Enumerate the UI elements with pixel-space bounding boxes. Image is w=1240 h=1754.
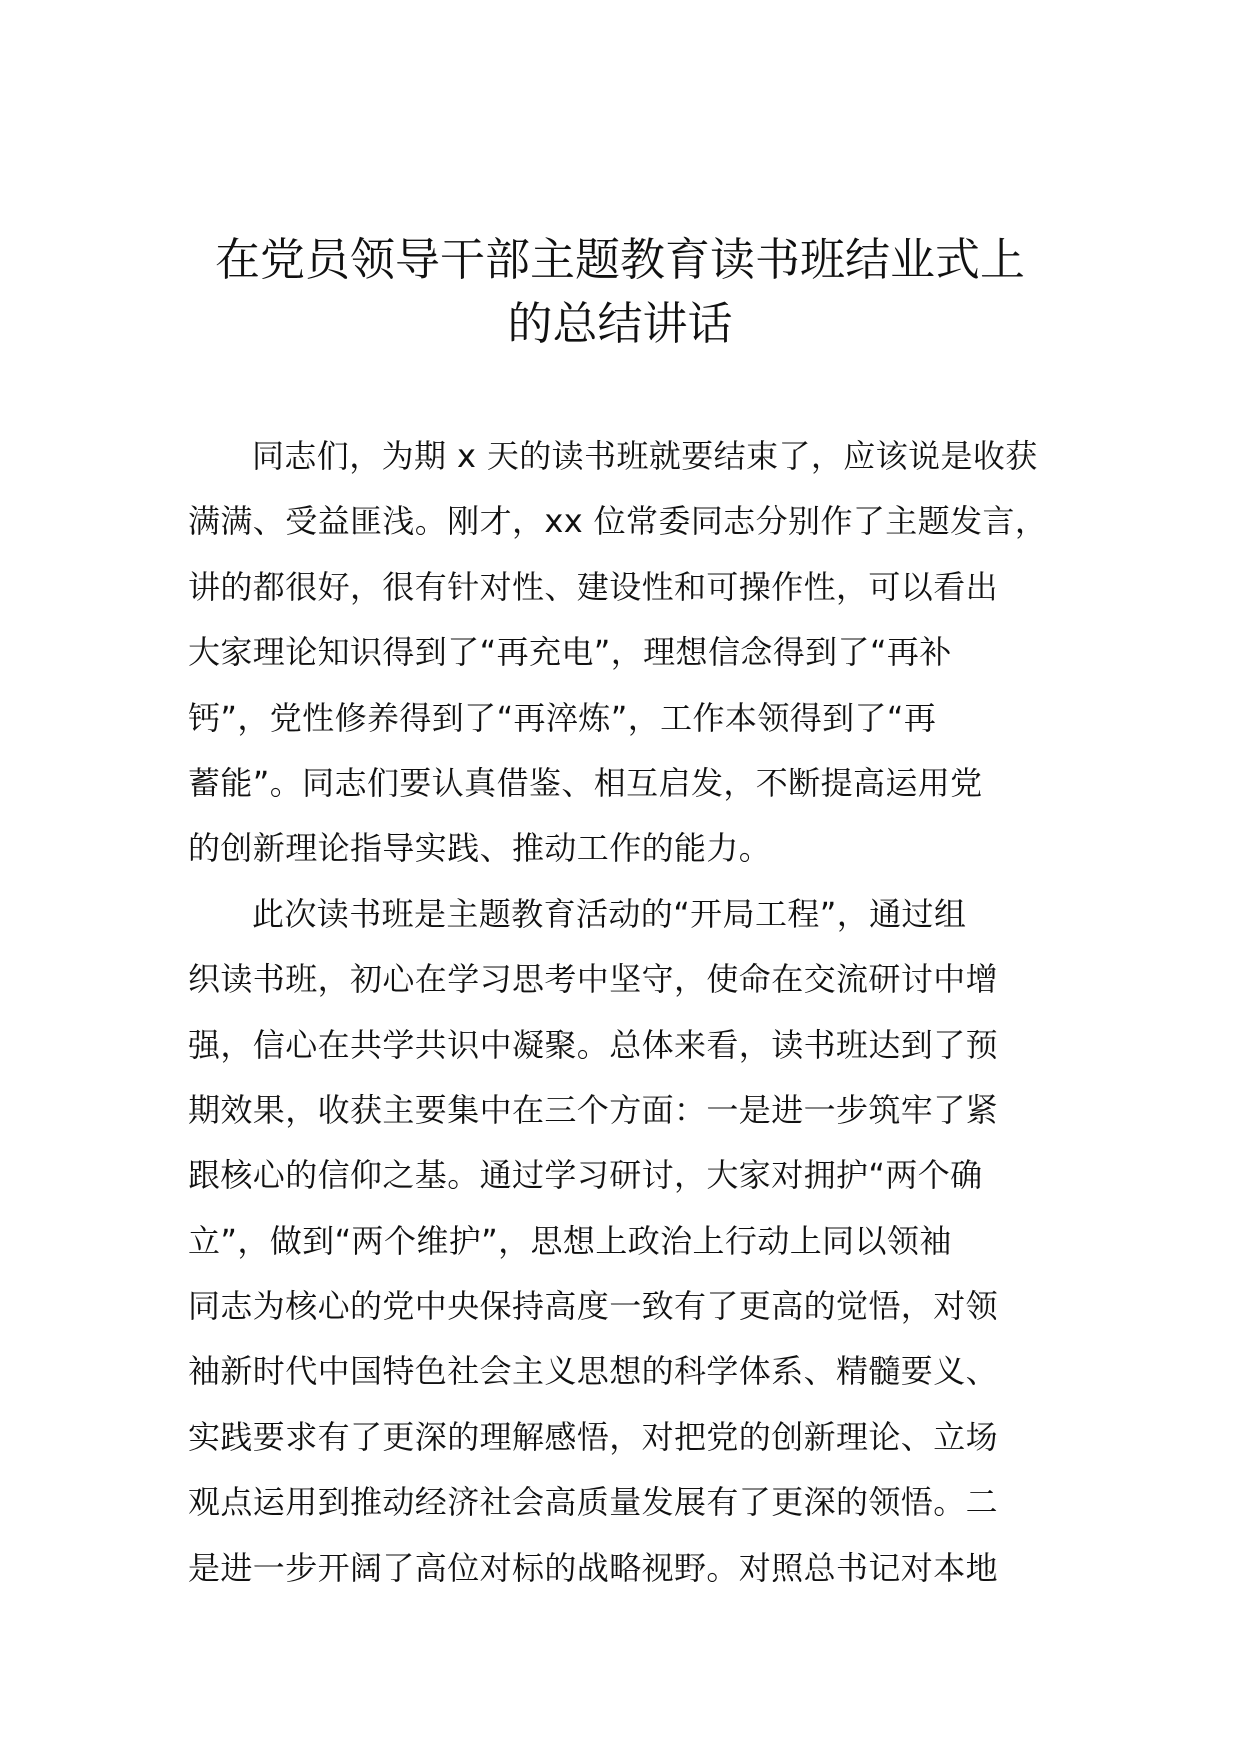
paragraph-line: 强，信心在共学共识中凝聚。总体来看，读书班达到了预 bbox=[188, 1025, 999, 1064]
paragraph-line: 立”，做到“两个维护”，思想上政治上行动上同以领袖 bbox=[188, 1221, 952, 1260]
paragraph-line: 钙”，党性修养得到了“再淬炼”，工作本领得到了“再 bbox=[188, 698, 937, 737]
document-title bbox=[150, 228, 1090, 356]
paragraph-line: 跟核心的信仰之基。通过学习研讨，大家对拥护“两个确 bbox=[188, 1156, 983, 1195]
paragraph-line: 实践要求有了更深的理解感悟，对把党的创新理论、立场 bbox=[188, 1417, 999, 1456]
paragraph-line: 同志们，为期 x 天的读书班就要结束了，应该说是收获 bbox=[252, 437, 1038, 475]
paragraph-line: 织读书班，初心在学习思考中坚守，使命在交流研讨中增 bbox=[188, 960, 999, 999]
title-line: 在党员领导干部主题教育读书班结业式上 bbox=[214, 233, 1025, 286]
paragraph-line: 同志为核心的党中央保持高度一致有了更高的觉悟，对领 bbox=[188, 1287, 999, 1326]
paragraph-line: 蓄能”。同志们要认真借鉴、相互启发，不断提高运用党 bbox=[188, 763, 983, 802]
paragraph-line: 的创新理论指导实践、推动工作的能力。 bbox=[188, 829, 772, 868]
paragraph-line: 讲的都很好，很有针对性、建设性和可操作性，可以看出 bbox=[188, 567, 999, 606]
paragraph-line: 观点运用到推动经济社会高质量发展有了更深的领悟。二 bbox=[188, 1483, 999, 1522]
paragraph-line: 袖新时代中国特色社会主义思想的科学体系、精髓要义、 bbox=[188, 1352, 999, 1391]
paragraph-line: 满满、受益匪浅。刚才，xx 位常委同志分别作了主题发言， bbox=[188, 502, 1048, 541]
paragraph-line: 期效果，收获主要集中在三个方面：一是进一步筑牢了紧 bbox=[188, 1090, 999, 1129]
document-body bbox=[188, 424, 1068, 1601]
paragraph-1 bbox=[188, 424, 1068, 882]
paragraph-2 bbox=[188, 882, 1068, 1601]
paragraph-line: 此次读书班是主题教育活动的“开局工程”，通过组 bbox=[252, 894, 967, 933]
title-line: 的总结讲话 bbox=[507, 297, 733, 350]
paragraph-line: 大家理论知识得到了“再充电”，理想信念得到了“再补 bbox=[188, 633, 952, 672]
paragraph-line: 是进一步开阔了高位对标的战略视野。对照总书记对本地 bbox=[188, 1548, 999, 1587]
